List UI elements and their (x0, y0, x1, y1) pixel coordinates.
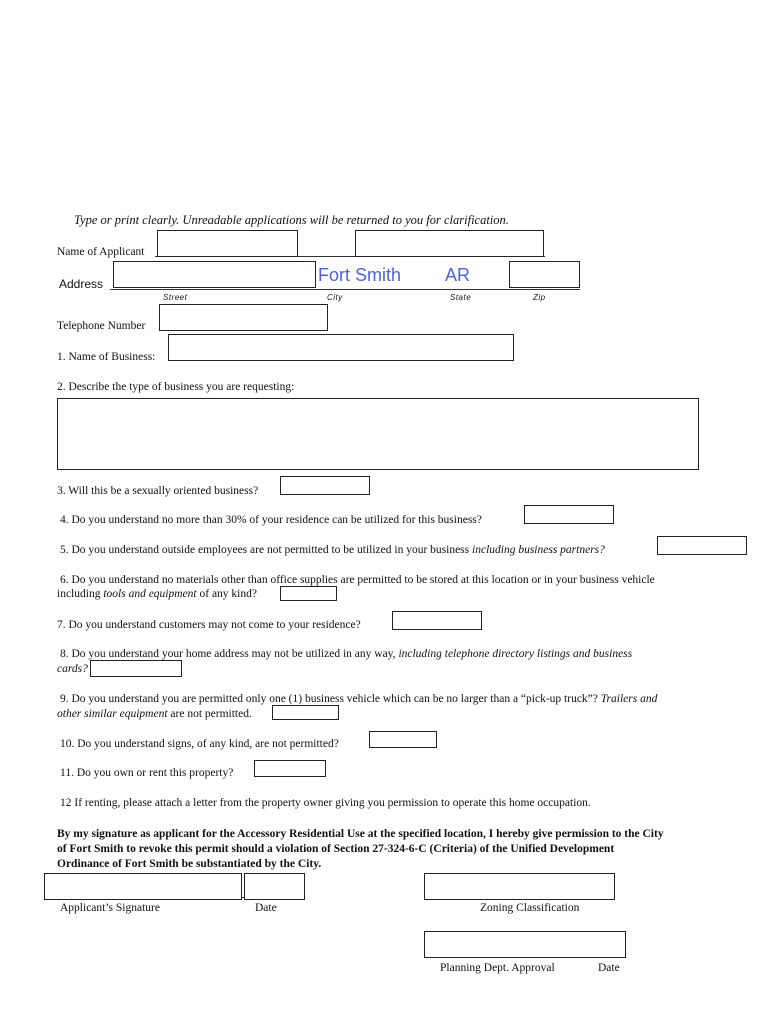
q10-answer-field[interactable] (369, 731, 437, 748)
city-prefilled-value[interactable]: Fort Smith (318, 265, 402, 285)
address-label: Address (59, 277, 104, 291)
q4-label: 4. Do you understand no more than 30% of your residence can be utilized for this business? (60, 514, 482, 526)
planning-approval-caption: Planning Dept. Approval (440, 962, 555, 974)
q7-answer-field[interactable] (392, 611, 482, 630)
certification-line2: of Fort Smith to revoke this permit should a violation of Section 27-324-6-C (Criteria) of the Unified Development (57, 843, 615, 855)
applicant-first-name-field[interactable] (157, 230, 298, 257)
applicant-last-name-field[interactable] (355, 230, 544, 257)
q9-label-line1: 9. Do you understand you are permitted only one (1) business vehicle which can be no larger than a “pick-up truck”? Trailers and (60, 693, 658, 705)
q2-label: 2. Describe the type of business you are requesting: (57, 381, 295, 393)
applicant-signature-field[interactable] (44, 873, 242, 900)
city-caption: City (327, 293, 343, 302)
telephone-label: Telephone Number (57, 320, 146, 332)
q3-answer-field[interactable] (280, 476, 370, 495)
q8-label-line2: cards? (57, 663, 88, 675)
state-caption: State (450, 293, 472, 302)
q4-answer-field[interactable] (524, 505, 614, 524)
street-caption: Street (163, 293, 188, 302)
q9-label-line2: other similar equipment are not permitted. (57, 708, 252, 720)
applicant-name-label: Name of Applicant (57, 246, 145, 258)
signature-date-caption: Date (255, 902, 277, 914)
q8-answer-field[interactable] (90, 660, 182, 677)
q9-answer-field[interactable] (272, 705, 339, 720)
street-field[interactable] (113, 261, 316, 288)
q5-label: 5. Do you understand outside employees are not permitted to be utilized in your business including business partners? (60, 544, 605, 556)
zoning-classification-field[interactable] (424, 873, 615, 900)
q5-answer-field[interactable] (657, 536, 747, 555)
state-prefilled-value[interactable]: AR (445, 265, 471, 285)
business-description-field[interactable] (57, 398, 699, 470)
signature-date-field[interactable] (244, 873, 305, 900)
q6-label-line2: including tools and equipment of any kind? (57, 588, 257, 600)
applicant-signature-caption: Applicant’s Signature (60, 902, 160, 914)
q6-answer-field[interactable] (280, 586, 337, 601)
certification-line1: By my signature as applicant for the Accessory Residential Use at the specified location, I hereby give permission to the City (57, 828, 664, 840)
q7-label: 7. Do you understand customers may not come to your residence? (57, 619, 361, 631)
q1-label: 1. Name of Business: (57, 351, 156, 363)
planning-date-caption: Date (598, 962, 620, 974)
planning-approval-field[interactable] (424, 931, 626, 958)
q3-label: 3. Will this be a sexually oriented business? (57, 485, 259, 497)
instructions-text: Type or print clearly. Unreadable applications will be returned to you for clarification. (74, 213, 509, 227)
zip-caption: Zip (533, 293, 546, 302)
q11-answer-field[interactable] (254, 760, 326, 777)
q8-label-line1: 8. Do you understand your home address may not be utilized in any way, including telephone directory listings and business (60, 648, 633, 660)
certification-line3: Ordinance of Fort Smith be substantiated by the City. (57, 858, 322, 870)
q6-label-line1: 6. Do you understand no materials other than office supplies are permitted to be stored at this location or in your business vehicle (60, 574, 655, 586)
telephone-field[interactable] (159, 304, 328, 331)
q12-label: 12 If renting, please attach a letter from the property owner giving you permission to operate this home occupation. (60, 797, 591, 809)
q10-label: 10. Do you understand signs, of any kind, are not permitted? (60, 738, 339, 750)
zip-field[interactable] (509, 261, 580, 288)
business-name-field[interactable] (168, 334, 514, 361)
q11-label: 11. Do you own or rent this property? (60, 767, 234, 779)
address-underline (110, 289, 580, 290)
zoning-classification-caption: Zoning Classification (480, 902, 580, 914)
